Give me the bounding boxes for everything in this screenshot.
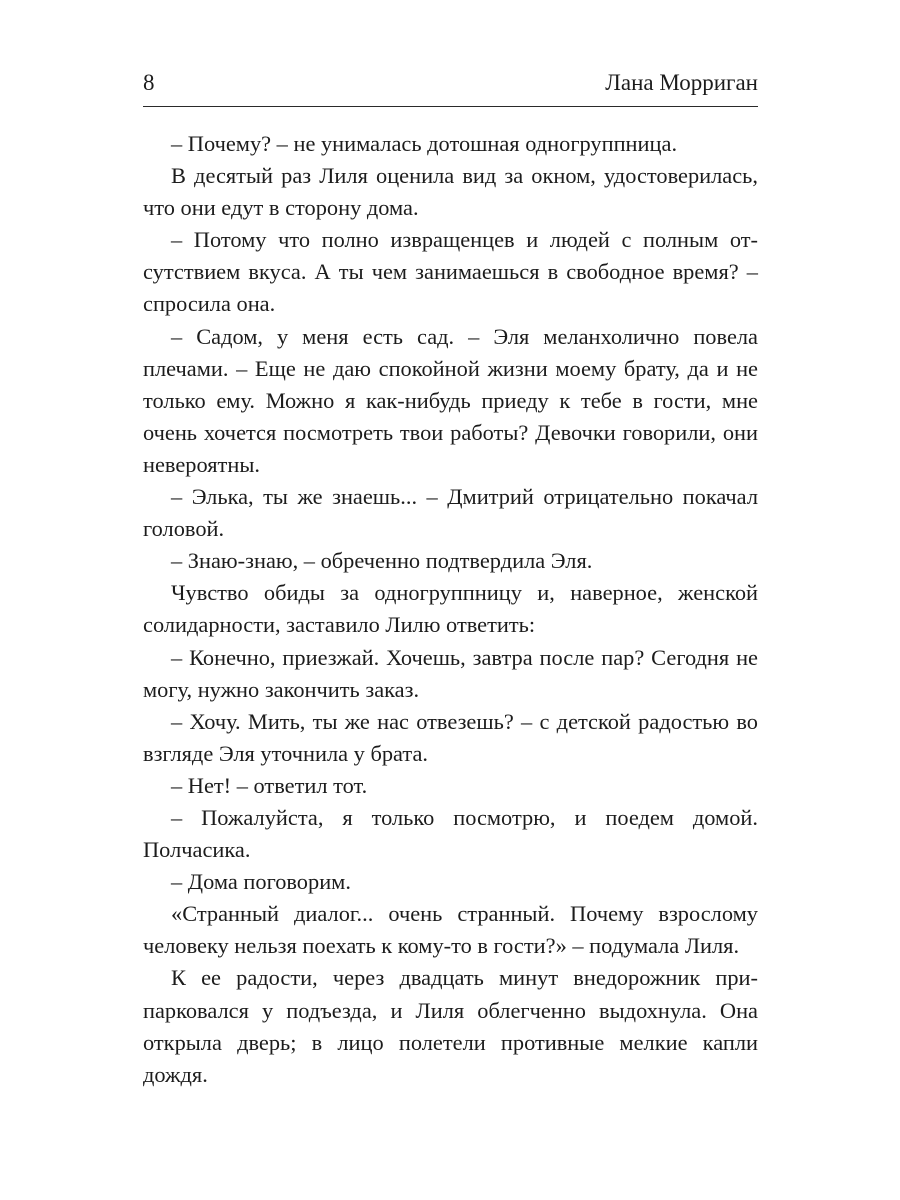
paragraph: – Почему? – не унималась дотошная одногруппница. xyxy=(171,131,678,156)
running-head xyxy=(143,66,758,100)
paragraph: – Дома поговорим. xyxy=(171,869,351,895)
body-text xyxy=(143,128,758,1091)
paragraph: В десятый раз Лиля оценила вид за окном, удостоверилась, что они едут в сторону дома. xyxy=(143,163,758,221)
paragraph: – Садом, у меня есть сад. – Эля меланхолично повела плечами. – Еще не даю спокойной жизни моему брату, да и не только ему. Можно я как-нибудь приеду к тебе в гости, мне очень хочется посмотреть твои работы? Девочки говорили, они невероятны. xyxy=(143,323,758,477)
paragraph: – Пожалуйста, я только посмотрю, и поедем домой. Полчасика. xyxy=(143,804,758,863)
paragraph: – Знаю-знаю, – обреченно подтвердила Эля. xyxy=(171,548,593,574)
book-page xyxy=(143,0,758,1200)
paragraph: «Странный диалог... очень странный. Почему взрослому человеку нельзя поехать к кому-то в гости?» – подумала Лиля. xyxy=(143,901,758,959)
page-number: 8 xyxy=(143,70,155,95)
paragraph: – Элька, ты же знаешь... – Дмитрий отрицательно покачал головой. xyxy=(143,484,758,542)
paragraph: – Хочу. Мить, ты же нас отвезешь? – с детской радостью во взгляде Эля уточнила у брата. xyxy=(143,708,758,766)
paragraph: Чувство обиды за одногруппницу и, наверное, женской солидарности, заставило Лилю ответить: xyxy=(143,580,758,638)
paragraph: К ее радости, через двадцать минут внедорожник припарковался у подъезда, и Лиля облегченно выдохнула. Она открыла дверь; в лицо полетели противные мелкие капли дождя. xyxy=(143,965,758,1087)
paragraph: – Нет! – ответил тот. xyxy=(171,772,368,798)
paragraph: – Потому что полно извращенцев и людей с полным отсутствием вкуса. А ты чем занимаешься в свободное время? – спросила она. xyxy=(143,227,758,317)
header-rule xyxy=(143,106,758,107)
paragraph: – Конечно, приезжай. Хочешь, завтра после пар? Сегодня не могу, нужно закончить заказ. xyxy=(143,644,758,702)
author-name: Лана Морриган xyxy=(605,70,758,95)
